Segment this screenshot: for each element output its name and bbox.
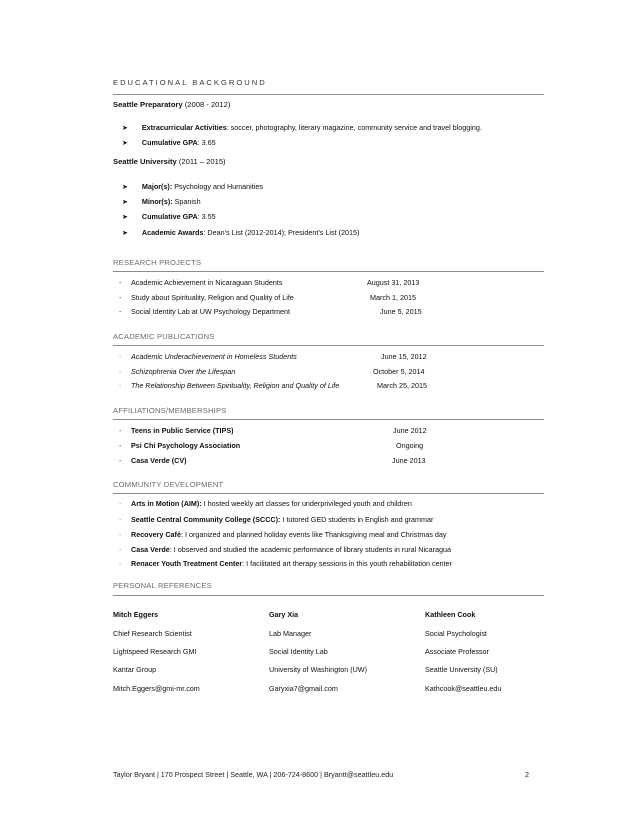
affiliations-heading: AFFILIATIONS/MEMBERSHIPS	[113, 406, 227, 415]
dash-bullet: -	[119, 426, 122, 435]
community-item-text: I hosted weekly art classes for underprivileged youth and children	[201, 499, 412, 508]
school-2-item-label: Minor(s):	[141, 197, 173, 206]
school-1-item	[122, 138, 216, 147]
arrow-bullet-icon: ➤	[122, 140, 128, 147]
affiliation-name: Casa Verde (CV)	[131, 456, 187, 465]
education-heading: EDUCATIONAL BACKGROUND	[113, 78, 267, 87]
dash-bullet: -	[119, 456, 122, 465]
community-item-text: : I facilitated art therapy sessions in this youth rehabilitation center	[242, 559, 452, 568]
school-1-item	[122, 123, 482, 132]
affiliation-name: Teens in Public Service (TIPS)	[131, 426, 234, 435]
community-item-text: : I observed and studied the academic performance of library students in rural Nicaragua	[169, 545, 452, 554]
research-title: Social Identity Lab at UW Psychology Department	[131, 307, 290, 316]
arrow-bullet-icon: ➤	[122, 184, 128, 191]
arrow-bullet-icon: ➤	[122, 199, 128, 206]
school-2-item-label: Cumulative GPA	[141, 212, 198, 221]
dash-bullet: -	[119, 515, 122, 524]
reference-org2: Seattle University (SU)	[425, 665, 498, 674]
community-item	[131, 559, 452, 568]
reference-org: Lightspeed Research GMI	[113, 647, 197, 656]
community-item-label: Arts in Motion (AIM):	[131, 499, 202, 508]
arrow-bullet-icon: ➤	[122, 214, 128, 221]
community-item-label: Seattle Central Community College (SCCC):	[131, 515, 281, 524]
dash-bullet: -	[119, 352, 122, 361]
community-item	[131, 499, 412, 508]
school-2-years: (2011 – 2015)	[178, 157, 226, 166]
research-rule	[113, 271, 544, 272]
research-date: August 31, 2013	[367, 278, 420, 287]
community-item	[131, 515, 433, 524]
research-date: June 5, 2015	[380, 307, 422, 316]
reference-name: Mitch Eggers	[113, 610, 159, 619]
school-2-item-label: Major(s):	[141, 182, 173, 191]
school-1	[113, 100, 230, 109]
school-1-item-label: Extracurricular Activities	[141, 123, 227, 132]
school-2-item	[122, 228, 359, 237]
dash-bullet: -	[119, 530, 122, 539]
reference-title: Lab Manager	[269, 629, 312, 638]
reference-title: Chief Research Scientist	[113, 629, 192, 638]
community-item-text: : I organized and planned holiday events like Thanksgiving meal and Christmas day	[180, 530, 447, 539]
arrow-bullet-icon: ➤	[122, 125, 128, 132]
school-2-item-label: Academic Awards	[141, 228, 204, 237]
school-2	[113, 157, 226, 166]
school-2-item	[122, 197, 201, 206]
affiliation-date: June 2012	[393, 426, 427, 435]
reference-org: Associate Professor	[425, 647, 489, 656]
community-item	[131, 530, 447, 539]
publication-date: October 5, 2014	[373, 367, 425, 376]
school-2-item	[122, 212, 216, 221]
school-2-item-text: Psychology and Humanities	[172, 182, 263, 191]
reference-name: Kathleen Cook	[425, 610, 476, 619]
references-heading: PERSONAL REFERENCES	[113, 581, 212, 590]
dash-bullet: -	[119, 381, 122, 390]
school-1-years: (2008 - 2012)	[184, 100, 231, 109]
publication-date: June 15, 2012	[381, 352, 427, 361]
dash-bullet: -	[119, 307, 122, 316]
community-item-label: Renacer Youth Treatment Center	[131, 559, 243, 568]
affiliations-rule	[113, 419, 544, 420]
reference-org2: University of Washington (UW)	[269, 665, 367, 674]
publication-title: Academic Underachievement in Homeless Students	[131, 352, 297, 361]
references-rule	[113, 595, 544, 596]
school-2-item-text: : 3.55	[197, 212, 216, 221]
reference-email: Garyxia7@gmail.com	[269, 684, 338, 693]
school-1-item-label: Cumulative GPA	[141, 138, 198, 147]
school-1-item-text: : 3.65	[197, 138, 216, 147]
reference-email: Mitch.Eggers@gmi-mr.com	[113, 684, 200, 693]
dash-bullet: -	[119, 278, 122, 287]
affiliation-name: Psi Chi Psychology Association	[131, 441, 241, 450]
school-2-item-text: Spanish	[172, 197, 201, 206]
research-title: Academic Achievement in Nicaraguan Students	[131, 278, 283, 287]
dash-bullet: -	[119, 499, 122, 508]
dash-bullet: -	[119, 559, 122, 568]
school-1-name: Seattle Preparatory	[113, 100, 183, 109]
affiliation-date: June 2013	[392, 456, 426, 465]
community-item-label: Recovery Café	[131, 530, 181, 539]
reference-name: Gary Xia	[269, 610, 299, 619]
research-title: Study about Spirituality, Religion and Quality of Life	[131, 293, 294, 302]
reference-email: Kathcook@seattleu.edu	[425, 684, 502, 693]
publications-heading: ACADEMIC PUBLICATIONS	[113, 332, 215, 341]
school-2-name: Seattle University	[113, 157, 177, 166]
dash-bullet: -	[119, 293, 122, 302]
education-rule	[113, 94, 544, 95]
dash-bullet: -	[119, 441, 122, 450]
community-item-label: Casa Verde	[131, 545, 170, 554]
page-number: 2	[525, 770, 529, 779]
reference-org: Social Identity Lab	[269, 647, 328, 656]
community-rule	[113, 493, 544, 494]
research-date: March 1, 2015	[370, 293, 416, 302]
community-item-text: I tutored GED students in English and grammar	[280, 515, 434, 524]
school-2-item	[122, 182, 263, 191]
community-heading: COMMUNITY DEVELOPMENT	[113, 480, 224, 489]
community-item	[131, 545, 451, 554]
school-2-item-text: : Dean’s List (2012-2014); President’s List (2015)	[203, 228, 360, 237]
dash-bullet: -	[119, 545, 122, 554]
reference-title: Social Psychologist	[425, 629, 487, 638]
research-heading: RESEARCH PROJECTS	[113, 258, 202, 267]
affiliation-date: Ongoing	[396, 441, 424, 450]
arrow-bullet-icon: ➤	[122, 230, 128, 237]
publication-date: March 25, 2015	[377, 381, 427, 390]
publication-title: Schizophrenia Over the Lifespan	[131, 367, 236, 376]
publications-rule	[113, 345, 544, 346]
publication-title: The Relationship Between Spirituality, Religion and Quality of Life	[131, 381, 340, 390]
dash-bullet: -	[119, 367, 122, 376]
reference-org2: Kantar Group	[113, 665, 157, 674]
footer-contact: Taylor Bryant | 170 Prospect Street | Seattle, WA | 206-724-8600 | Bryantt@seattleu.edu	[113, 770, 394, 779]
school-1-item-text: : soccer, photography, literary magazine, community service and travel blogging.	[226, 123, 482, 132]
